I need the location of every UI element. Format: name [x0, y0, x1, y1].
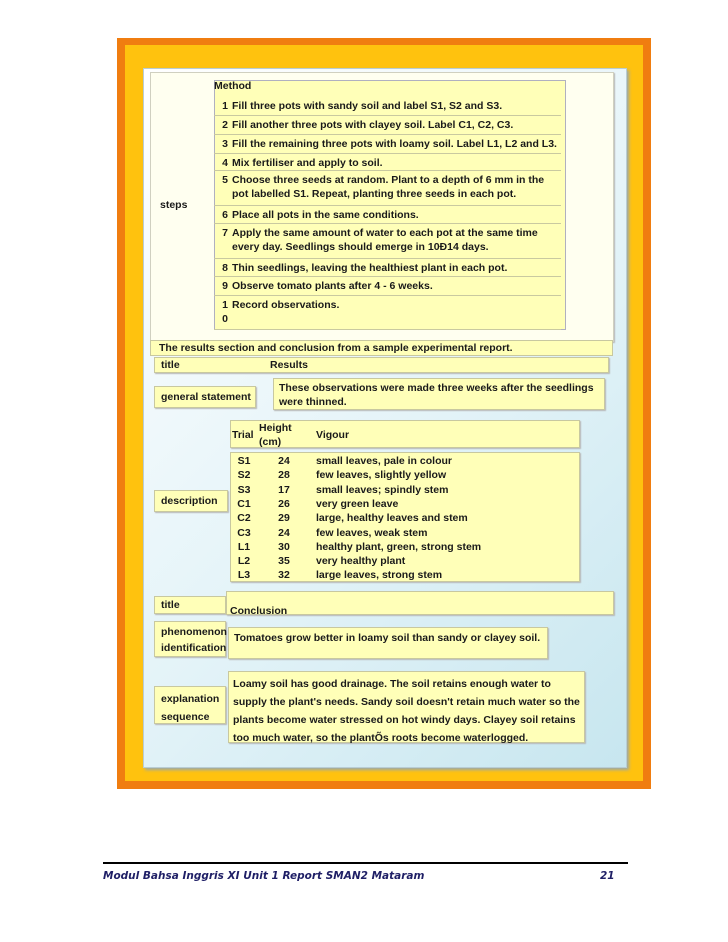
table-header-trial: Trial [232, 429, 254, 441]
description-label: description [161, 495, 218, 507]
step-number: 6 [222, 209, 228, 221]
table-cell-vigour: large, healthy leaves and stem [316, 512, 468, 525]
table-cell-vigour: small leaves; spindly stem [316, 483, 449, 496]
table-cell-height: 26 [278, 497, 290, 510]
step-number: 9 [222, 280, 228, 292]
step-text: Apply the same amount of water to each pot at the same time every day. Seedlings should emerge in 10Ð14 days. [232, 227, 538, 253]
table-cell-trial: L2 [237, 555, 251, 568]
table-cell-height: 30 [278, 540, 290, 553]
table-cell-trial: L1 [237, 540, 251, 553]
step-number: 3 [222, 138, 228, 150]
method-step [214, 116, 561, 135]
phenomenon-label: phenomenon identification [161, 626, 227, 654]
method-step [214, 154, 561, 171]
step-number: 4 [222, 157, 228, 169]
table-cell-trial: S2 [237, 469, 251, 482]
results-title-row [154, 357, 609, 373]
table-cell-height: 32 [278, 569, 290, 582]
table-cell-height: 24 [278, 526, 290, 539]
phenomenon-text: Tomatoes grow better in loamy soil than sandy or clayey soil. [234, 632, 541, 644]
step-number: 2 [222, 119, 228, 131]
table-header-height: Height (cm) [259, 422, 292, 448]
table-cell-height: 35 [278, 555, 290, 568]
table-cell-trial: C1 [237, 497, 251, 510]
steps-side-label: steps [160, 199, 188, 211]
table-cell-height: 17 [278, 483, 290, 496]
step-text: Fill three pots with sandy soil and label S1, S2 and S3. [232, 100, 503, 112]
conclusion-title-value: Conclusion [230, 605, 288, 617]
table-cell-vigour: small leaves, pale in colour [316, 455, 452, 467]
step-text: Fill the remaining three pots with loamy soil. Label L1, L2 and L3. [232, 138, 557, 150]
general-statement-text: These observations were made three weeks after the seedlings were thinned. [279, 382, 594, 408]
table-cell-vigour: very green leave [316, 497, 399, 510]
results-caption: The results section and conclusion from a sample experimental report. [159, 342, 513, 354]
method-step [214, 259, 561, 277]
table-cell-trial: C2 [237, 512, 251, 525]
table-cell-vigour: very healthy plant [316, 555, 406, 568]
step-text: Record observations. [232, 299, 340, 311]
step-number: 1 0 [222, 299, 228, 325]
method-step [214, 171, 561, 206]
method-step [214, 277, 561, 296]
table-header-vigour: Vigour [316, 429, 350, 441]
method-step [214, 135, 561, 154]
step-text: Fill another three pots with clayey soil. Label C1, C2, C3. [232, 119, 514, 131]
step-number: 5 [222, 174, 228, 186]
method-heading: Method [214, 80, 252, 92]
step-text: Place all pots in the same conditions. [232, 209, 419, 221]
step-number: 7 [222, 227, 228, 239]
step-number: 1 [222, 100, 228, 112]
table-cell-vigour: few leaves, weak stem [316, 526, 428, 539]
step-number: 8 [222, 262, 228, 274]
results-title-value: Results [270, 359, 308, 371]
table-cell-height: 24 [278, 455, 290, 467]
table-cell-trial: L3 [237, 569, 251, 582]
table-cell-vigour: healthy plant, green, strong stem [316, 540, 482, 553]
method-step [214, 97, 561, 116]
step-text: Observe tomato plants after 4 - 6 weeks. [232, 280, 433, 292]
table-cell-trial: S1 [237, 455, 251, 467]
table-cell-vigour: large leaves, strong stem [316, 569, 443, 582]
footer-rule [103, 862, 628, 864]
table-cell-vigour: few leaves, slightly yellow [316, 469, 447, 482]
table-cell-height: 28 [278, 469, 290, 482]
explanation-label: explanation sequence [161, 693, 220, 723]
results-title-label: title [161, 359, 180, 371]
explanation-text: Loamy soil has good drainage. The soil retains enough water to supply the plant's needs. Sandy soil doesn't retain much water so the plants become water stressed on hot windy days. Clayey soil retains too much water, so the plantÕs roots become waterlogged. [233, 678, 580, 744]
step-text: Thin seedlings, leaving the healthiest plant in each pot. [232, 262, 508, 274]
footer-module-title: Modul Bahsa Inggris XI Unit 1 Report SMAN2 Mataram [103, 870, 425, 882]
step-text: Mix fertiliser and apply to soil. [232, 157, 383, 169]
step-text: Choose three seeds at random. Plant to a depth of 6 mm in the pot labelled S1. Repeat, planting three seeds in each pot. [232, 174, 545, 200]
table-cell-trial: C3 [237, 526, 251, 539]
method-step [214, 224, 561, 259]
footer-page-number: 21 [600, 870, 615, 882]
general-statement-label: general statement [161, 391, 251, 403]
table-cell-height: 29 [278, 512, 290, 525]
conclusion-title-label: title [161, 599, 180, 611]
method-step [214, 206, 561, 224]
method-step [214, 296, 561, 330]
table-cell-trial: S3 [237, 483, 251, 496]
